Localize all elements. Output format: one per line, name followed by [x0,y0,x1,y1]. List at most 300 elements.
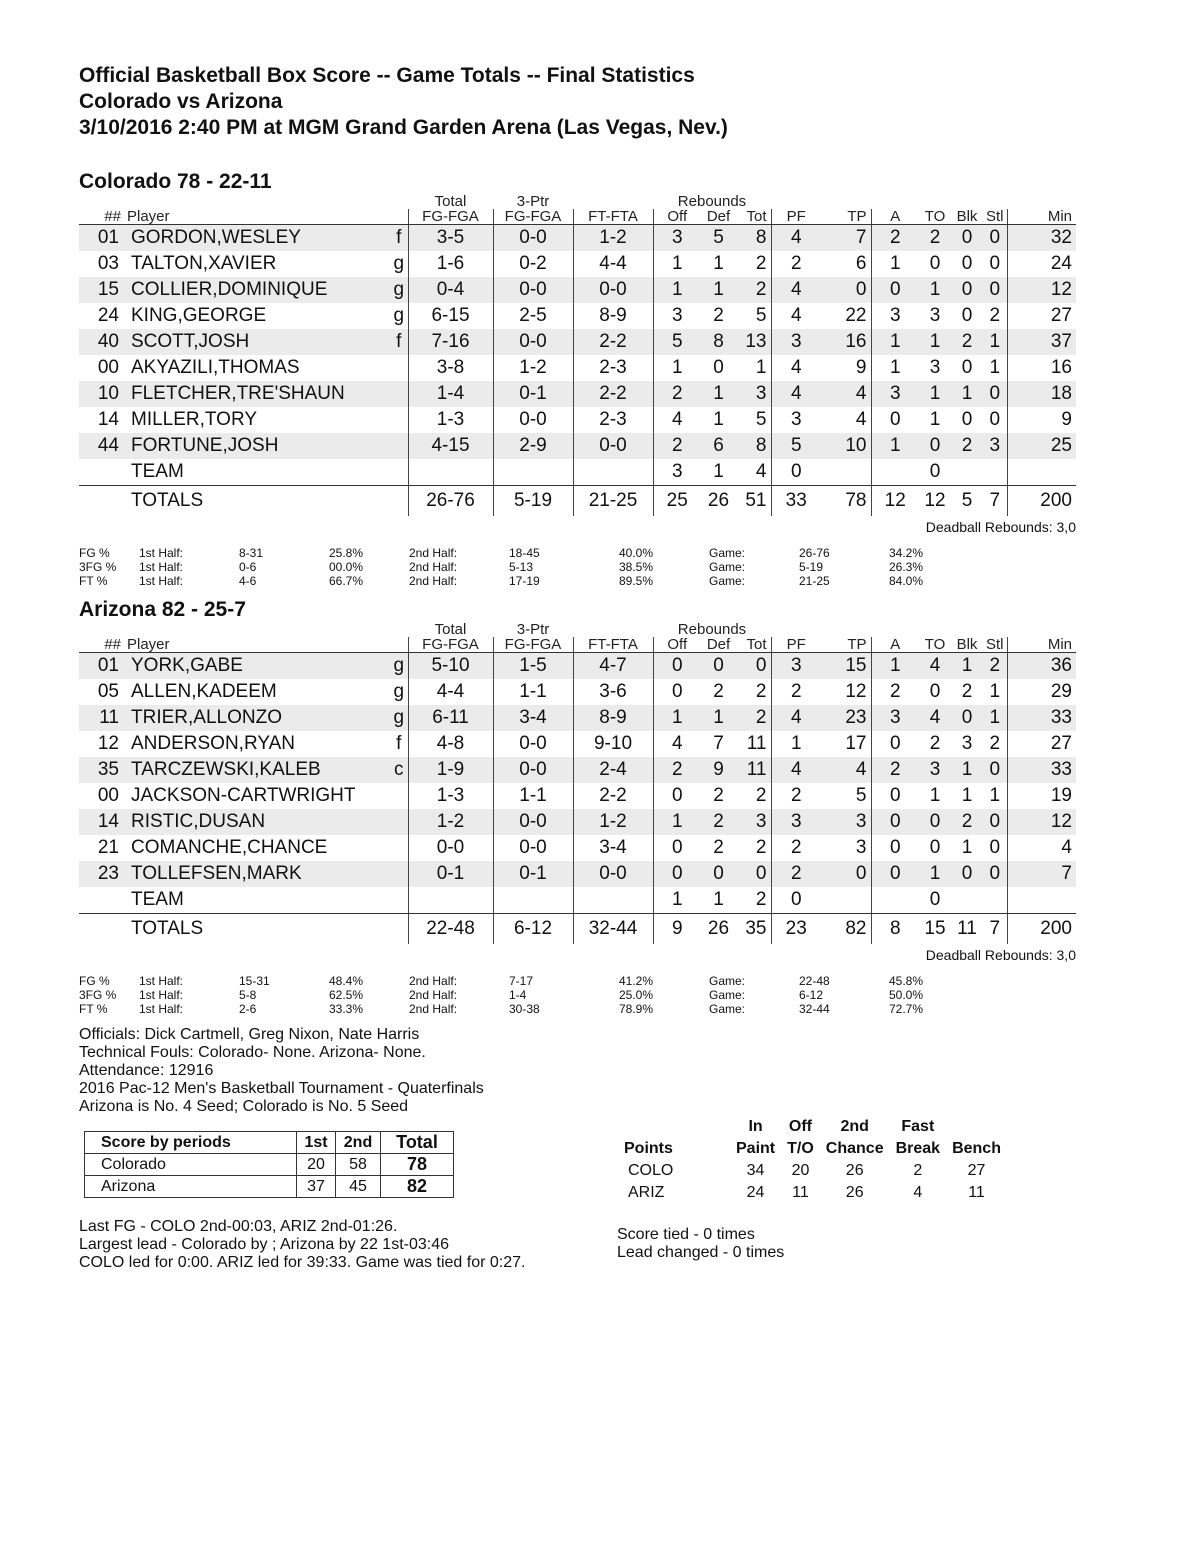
totals-tp3: 5-19 [493,486,573,517]
player-tp: 0 [821,277,871,303]
misc-h-bot-4: Break [895,1140,941,1157]
player-tp3: 0-0 [493,757,573,783]
totals-ft: 32-44 [573,914,653,945]
player-pf: 4 [771,705,821,731]
pct-h1: 1st Half: [139,988,184,1002]
pct-h2: 2nd Half: [409,546,458,560]
pct-gv: 5-19 [799,560,824,574]
player-blk: 1 [951,757,983,783]
player-tp: 3 [821,835,871,861]
player-tp3: 1-2 [493,355,573,381]
player-ft: 0-0 [573,277,653,303]
player-ft: 2-3 [573,355,653,381]
player-stl: 0 [983,251,1007,277]
periods-header-2nd: 2nd [336,1132,381,1154]
player-fg: 5-10 [408,653,493,680]
player-min: 37 [1007,329,1076,355]
header-num: ## [79,209,125,225]
player-num: 21 [97,837,119,858]
player-def: 1 [713,409,724,430]
pct-h1p: 48.4% [329,974,364,988]
pct-g: Game: [709,574,746,588]
player-num: 24 [97,305,119,326]
player-off: 1 [653,277,701,303]
header-blk: Blk [951,209,983,225]
player-num: 11 [79,705,125,731]
player-pf: 2 [790,253,802,274]
pct-h2v: 18-45 [509,546,540,560]
pct-h2v: 30-38 [509,1002,540,1016]
player-min: 12 [1007,277,1076,303]
periods-row-arizona [85,1176,454,1198]
player-off: 2 [653,381,701,407]
player-blk: 0 [951,861,983,887]
player-a: 0 [871,809,919,835]
player-name: COMANCHE,CHANCE [131,837,328,858]
pct-h2: 2nd Half: [409,574,458,588]
periods-2nd: 45 [336,1176,381,1198]
player-tp3: 2-5 [493,303,573,329]
misc-h-top-3: 2nd [840,1118,869,1135]
player-name: TRIER,ALLONZO [125,705,390,731]
player-pos: g [390,303,408,329]
player-off: 3 [653,225,701,252]
player-row [79,225,1076,252]
player-to: 1 [919,381,951,407]
player-pf: 4 [790,357,802,378]
pct-h1: 1st Half: [139,974,184,988]
player-tot: 2 [736,251,771,277]
pct-h2p: 40.0% [619,546,654,560]
player-row [79,731,1076,757]
pct-g: Game: [709,546,746,560]
pct-h2p: 25.0% [619,988,654,1002]
misc-h-bot-1: Paint [736,1140,776,1157]
player-num: 35 [79,757,125,783]
header-def: Def [701,637,736,653]
player-fg: 0-4 [408,277,493,303]
player-pf: 1 [790,733,802,754]
header-stl: Stl [983,637,1007,653]
player-off: 4 [671,733,683,754]
pct-g: Game: [709,974,746,988]
pct-h1v: 5-8 [239,988,257,1002]
header-group-blank [573,622,653,637]
misc-header-top [618,1116,1007,1138]
pct-h1: 1st Half: [139,546,184,560]
player-num: 44 [79,433,125,459]
player-stl: 1 [983,355,1007,381]
player-to: 3 [919,757,951,783]
player-tp: 22 [821,303,871,329]
player-def: 1 [701,705,736,731]
player-to: 1 [929,409,941,430]
totals-ft: 21-25 [573,486,653,517]
totals-stl: 7 [983,486,1007,517]
pct-h2: 2nd Half: [409,988,458,1002]
player-num: 05 [97,681,119,702]
totals-fg: 26-76 [408,486,493,517]
player-tp3: 3-4 [493,705,573,731]
player-tp3: 0-0 [493,225,573,252]
player-blk: 1 [961,837,973,858]
header-group-row [79,194,1076,209]
player-blk: 0 [961,409,973,430]
team-row [79,887,1076,914]
player-pf: 4 [790,305,802,326]
player-row [79,861,1076,887]
misc-chance: 26 [845,1162,864,1179]
header-group-total: Total [434,193,467,210]
player-row [79,251,1076,277]
player-stl: 0 [983,407,1007,433]
time-led-note: COLO led for 0:00. ARIZ led for 39:33. Game was tied for 0:27. [79,1254,526,1271]
team-ft [573,459,653,486]
player-def: 5 [701,225,736,252]
attendance-note: Attendance: 12916 [79,1062,214,1079]
misc-h-top-4: Fast [901,1118,935,1135]
misc-h-top-2: Off [788,1118,813,1135]
player-blk: 0 [961,253,973,274]
player-pos [390,433,408,459]
periods-header-total: Total [381,1132,454,1154]
pct-h2v: 7-17 [509,974,534,988]
player-off: 2 [653,757,701,783]
player-blk: 0 [961,357,973,378]
pct-h1p: 66.7% [329,574,364,588]
player-stl: 0 [983,757,1007,783]
player-tp3: 1-1 [493,679,573,705]
player-to: 2 [919,225,951,252]
player-a: 0 [889,837,901,858]
header-group-rebounds: Rebounds [677,621,747,638]
pct-row [79,988,979,1002]
periods-1st: 20 [297,1154,336,1176]
team-tp3 [493,459,573,486]
player-tp: 23 [821,705,871,731]
footer-left-notes [79,1218,525,1272]
player-tp: 4 [821,757,871,783]
player-pos [390,783,408,809]
player-off: 4 [671,409,683,430]
header-tp: TP [821,209,871,225]
player-a: 0 [871,277,919,303]
player-to: 1 [919,861,951,887]
player-tp3: 0-1 [493,381,573,407]
misc-h-top-5 [946,1116,1007,1138]
officials-note: Officials: Dick Cartmell, Greg Nixon, Nate Harris [79,1026,420,1043]
player-pos [390,809,408,835]
misc-paint: 34 [746,1162,765,1179]
pct-label: FT % [79,1002,108,1016]
player-fg: 1-2 [408,809,493,835]
pct-h1: 1st Half: [139,560,184,574]
player-num: 10 [79,381,125,407]
player-stl: 0 [983,225,1007,252]
totals-pf: 23 [785,918,807,939]
pct-gp: 50.0% [889,988,924,1002]
misc-h-top-1: In [748,1118,763,1135]
player-min: 19 [1050,785,1072,806]
misc-to: 20 [791,1162,810,1179]
player-off: 2 [653,433,701,459]
player-tp3: 0-0 [493,407,573,433]
header-min: Min [1007,637,1076,653]
misc-team: COLO [628,1162,674,1179]
player-a: 3 [871,705,919,731]
player-blk: 0 [951,225,983,252]
player-row [79,329,1076,355]
player-off: 1 [671,253,683,274]
player-def: 2 [713,837,724,858]
player-pos: f [390,731,408,757]
misc-fast: 4 [913,1184,923,1201]
header-tp3: FG-FGA [493,637,573,653]
player-def: 6 [701,433,736,459]
player-num: 23 [79,861,125,887]
player-def: 2 [713,305,724,326]
player-stl: 0 [983,861,1007,887]
header-tp: TP [821,637,871,653]
header-group-blank [771,194,1076,209]
header-group-total: Total [434,621,467,638]
player-pf: 2 [790,837,802,858]
score-by-periods-table [84,1131,454,1198]
header-group-blank [79,194,408,209]
player-fg: 7-16 [408,329,493,355]
player-min: 4 [1061,837,1072,858]
player-pf: 4 [771,277,821,303]
player-tot: 3 [736,381,771,407]
player-stl: 0 [983,809,1007,835]
player-min: 9 [1061,409,1072,430]
header-min: Min [1007,209,1076,225]
pct-label: 3FG % [79,988,117,1002]
player-off: 1 [671,357,683,378]
team-stl [983,887,1007,914]
player-name: FLETCHER,TRE'SHAUN [125,381,390,407]
player-fg: 4-4 [408,679,493,705]
pct-h2v: 5-13 [509,560,534,574]
header-row [79,637,1076,653]
team-num [79,459,125,486]
player-ft: 1-2 [573,809,653,835]
pct-row [79,974,979,988]
totals-num [79,486,125,517]
player-tp: 4 [821,381,871,407]
player-tp3: 0-0 [493,809,573,835]
pct-h1p: 33.3% [329,1002,364,1016]
pct-row [79,546,979,560]
header-tot: Tot [736,637,771,653]
player-def: 8 [701,329,736,355]
player-off: 0 [671,785,683,806]
player-name: ANDERSON,RYAN [131,733,295,754]
pct-label: 3FG % [79,560,117,574]
player-name: TARCZEWSKI,KALEB [125,757,390,783]
player-row [79,355,1076,381]
header-group-blank [79,622,408,637]
player-min: 27 [1050,733,1072,754]
player-blk: 3 [961,733,973,754]
pct-gv: 32-44 [799,1002,830,1016]
player-pos: g [390,679,408,705]
player-off: 0 [671,837,683,858]
player-blk: 2 [951,433,983,459]
player-off: 1 [653,809,701,835]
team-def: 1 [701,887,736,914]
player-name: YORK,GABE [125,653,390,680]
player-a: 1 [871,433,919,459]
lead-changed-note: Lead changed - 0 times [617,1244,785,1261]
player-num: 00 [97,785,119,806]
pct-h1p: 00.0% [329,560,364,574]
periods-1st: 37 [297,1176,336,1198]
totals-def: 26 [707,490,730,511]
player-tot: 2 [736,705,771,731]
player-tp: 4 [821,407,871,433]
player-off: 0 [653,861,701,887]
player-min: 24 [1050,253,1072,274]
header-group-rebounds: Rebounds [677,193,747,210]
player-min: 33 [1007,705,1076,731]
player-tot: 11 [736,731,771,757]
player-to: 1 [929,785,941,806]
player-to: 0 [929,681,941,702]
player-ft: 1-2 [573,225,653,252]
player-ft: 8-9 [573,705,653,731]
player-to: 3 [929,357,941,378]
pct-h1v: 8-31 [239,546,264,560]
player-def: 1 [713,253,724,274]
player-name: GORDON,WESLEY [125,225,390,252]
player-name: AKYAZILI,THOMAS [131,357,300,378]
player-stl: 0 [983,835,1007,861]
player-tp3: 0-0 [493,329,573,355]
deadball-rebounds: Deadball Rebounds: 3,0 [925,519,1076,535]
header-name: Player [125,637,390,653]
team-name: TEAM [125,459,390,486]
player-off: 5 [653,329,701,355]
periods-2nd: 58 [336,1154,381,1176]
pct-row [79,560,979,574]
player-stl: 2 [983,303,1007,329]
player-a: 3 [889,305,901,326]
header-a: A [871,209,919,225]
player-fg: 1-4 [408,381,493,407]
misc-h-top-0 [618,1116,730,1138]
team-blk [951,459,983,486]
player-num: 15 [79,277,125,303]
misc-h-bot-3: Chance [825,1140,884,1157]
periods-total: 78 [381,1154,454,1176]
header-off: Off [653,209,701,225]
player-num: 00 [97,357,119,378]
header-group-blank [573,194,653,209]
misc-h-bot-2: T/O [787,1140,814,1157]
player-stl: 1 [983,783,1007,809]
player-row [79,407,1076,433]
totals-row [79,486,1076,517]
player-a: 0 [889,733,901,754]
team-tp3 [493,887,573,914]
player-row [79,705,1076,731]
team-tot: 4 [736,459,771,486]
player-stl: 1 [983,329,1007,355]
player-tot: 8 [736,225,771,252]
player-tot: 1 [736,355,771,381]
player-off: 0 [653,653,701,680]
header-pos [390,209,408,225]
header-name: Player [125,209,390,225]
header-stl: Stl [983,209,1007,225]
totals-min: 200 [1040,490,1072,511]
misc-to: 11 [792,1184,809,1201]
totals-num [79,914,125,945]
totals-tp: 78 [821,486,871,517]
totals-a: 8 [889,918,901,939]
player-name: COLLIER,DOMINIQUE [125,277,390,303]
pct-label: FG % [79,546,110,560]
misc-row-colo [618,1160,1007,1182]
totals-pf: 33 [785,490,807,511]
player-tot: 2 [736,835,771,861]
header-fg: FG-FGA [408,209,493,225]
player-def: 1 [701,381,736,407]
pct-h2p: 89.5% [619,574,654,588]
player-tp: 16 [821,329,871,355]
pct-h2: 2nd Half: [409,560,458,574]
player-num: 12 [97,733,119,754]
totals-name: TOTALS [131,490,204,511]
player-fg: 0-1 [408,861,493,887]
player-ft: 2-2 [573,381,653,407]
periods-row-colorado [85,1154,454,1176]
player-tp: 12 [821,679,871,705]
player-def: 0 [701,653,736,680]
player-ft: 3-6 [573,679,653,705]
pct-h1: 1st Half: [139,574,184,588]
arizona-box-score-table [79,622,1076,944]
totals-stl: 7 [983,914,1007,945]
player-def: 7 [713,733,724,754]
player-num: 40 [79,329,125,355]
team-def: 1 [701,459,736,486]
player-tp: 7 [821,225,871,252]
player-pos: g [390,705,408,731]
misc-fast: 2 [913,1162,923,1179]
player-blk: 2 [951,809,983,835]
pct-h1v: 15-31 [239,974,270,988]
player-tot: 2 [736,679,771,705]
player-pos [390,835,408,861]
totals-min: 200 [1040,918,1072,939]
player-a: 1 [871,653,919,680]
player-name: TALTON,XAVIER [131,253,277,274]
pct-label: FT % [79,574,108,588]
player-tp3: 1-1 [493,783,573,809]
team-a [871,459,919,486]
totals-to: 12 [924,490,946,511]
player-tp: 3 [821,809,871,835]
pct-h1p: 62.5% [329,988,364,1002]
periods-team: Arizona [85,1176,297,1198]
pct-g: Game: [709,560,746,574]
player-pf: 3 [771,653,821,680]
points-breakdown-table [618,1116,1007,1204]
player-fg: 1-9 [408,757,493,783]
totals-tot: 51 [736,486,771,517]
